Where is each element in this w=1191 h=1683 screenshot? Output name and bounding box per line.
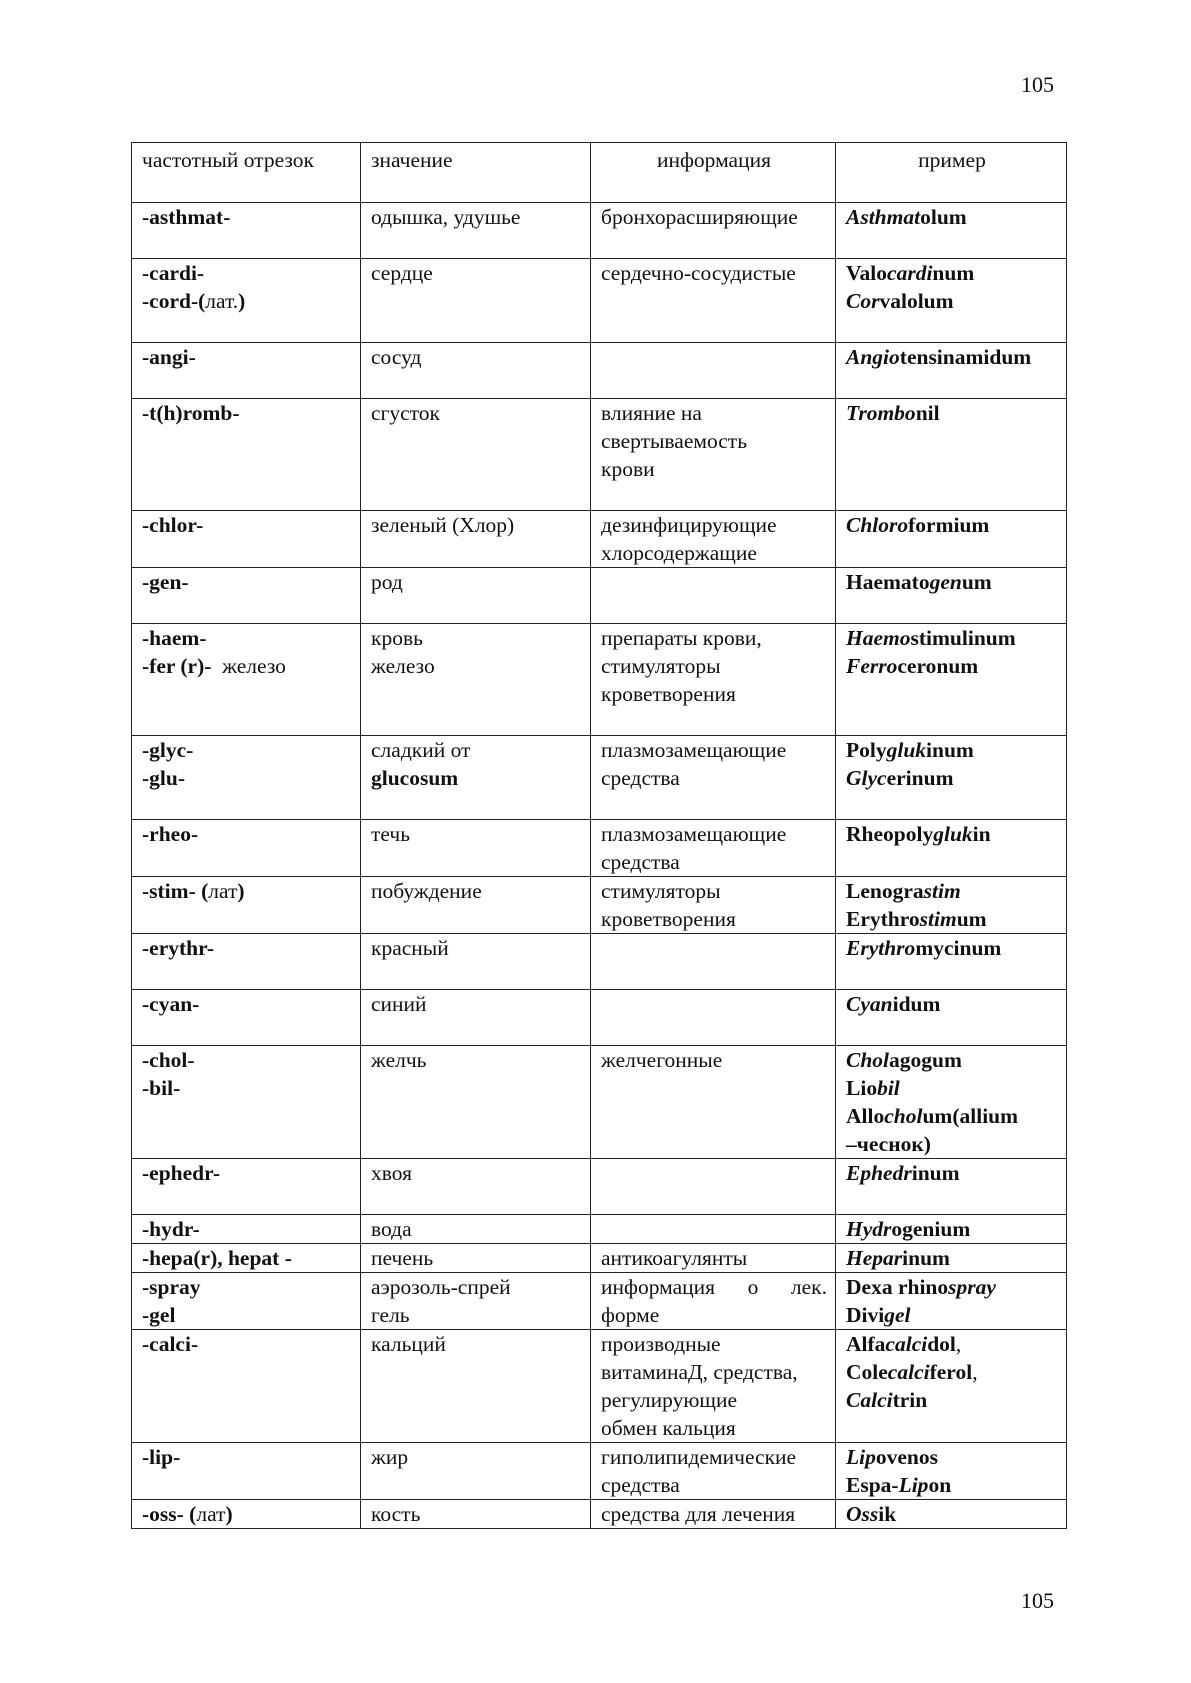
example-part: ik bbox=[878, 1502, 897, 1526]
segment-cell bbox=[132, 877, 361, 934]
table-row bbox=[132, 990, 1067, 1046]
example-part: Ephedr bbox=[846, 1161, 912, 1185]
meaning-text: сосуд bbox=[371, 345, 422, 369]
example-part: agogum bbox=[889, 1048, 962, 1072]
example-part: stimulinum bbox=[910, 626, 1016, 650]
info-cell bbox=[591, 259, 836, 343]
segment-text: -oss- ( bbox=[142, 1502, 197, 1526]
segment-cell bbox=[132, 511, 361, 568]
example-cell bbox=[836, 1046, 1067, 1159]
example-part: gluk bbox=[886, 738, 927, 762]
example-part: –чеснок) bbox=[846, 1132, 931, 1156]
example-part: stim bbox=[923, 879, 961, 903]
example-cell bbox=[836, 203, 1067, 259]
meaning-text: сердце bbox=[371, 261, 433, 285]
meaning-text: кровь bbox=[371, 626, 423, 650]
segment-cell bbox=[132, 1273, 361, 1330]
example-part: Chloro bbox=[846, 513, 909, 537]
example-cell bbox=[836, 1273, 1067, 1330]
example-part: gel bbox=[884, 1303, 911, 1327]
example-cell bbox=[836, 1244, 1067, 1273]
info-text: кроветворения bbox=[601, 907, 736, 931]
example-part: calci bbox=[887, 1360, 930, 1384]
example-part: Lip bbox=[898, 1473, 929, 1497]
segment-text: -hepa(r), hepat - bbox=[142, 1246, 292, 1270]
info-cell bbox=[591, 1159, 836, 1215]
table-row bbox=[132, 820, 1067, 877]
info-cell bbox=[591, 343, 836, 399]
example-part: Lenogra bbox=[846, 879, 924, 903]
meaning-cell bbox=[361, 877, 591, 934]
meaning-text: сладкий от bbox=[371, 738, 471, 762]
example-part: stim bbox=[919, 907, 957, 931]
info-text: стимуляторы bbox=[601, 654, 721, 678]
segment-cell bbox=[132, 736, 361, 820]
segment-cell bbox=[132, 1046, 361, 1159]
info-cell bbox=[591, 1500, 836, 1529]
example-part: Trombo bbox=[846, 401, 916, 425]
meaning-cell bbox=[361, 343, 591, 399]
table-row bbox=[132, 624, 1067, 736]
example-cell bbox=[836, 624, 1067, 736]
meaning-cell bbox=[361, 259, 591, 343]
example-part: Cyan bbox=[846, 992, 893, 1016]
segment-cell bbox=[132, 820, 361, 877]
meaning-text: вода bbox=[371, 1217, 412, 1241]
table-row bbox=[132, 1046, 1067, 1159]
example-part: dol bbox=[927, 1332, 956, 1356]
example-part: , bbox=[955, 1332, 962, 1356]
example-part: gen bbox=[929, 570, 962, 594]
meaning-text: кость bbox=[371, 1502, 421, 1526]
info-cell bbox=[591, 1330, 836, 1443]
info-text: стимуляторы bbox=[601, 879, 721, 903]
segment-text: -glyc- bbox=[142, 738, 194, 762]
example-part: Erythro bbox=[846, 907, 920, 931]
example-cell bbox=[836, 877, 1067, 934]
example-part: Calci bbox=[846, 1388, 893, 1412]
segment-text: -bil- bbox=[142, 1076, 181, 1100]
meaning-text: кальций bbox=[371, 1332, 446, 1356]
segment-note: лат. bbox=[205, 289, 239, 313]
page-number-top: 105 bbox=[1021, 72, 1054, 97]
table-row bbox=[132, 934, 1067, 990]
example-cell bbox=[836, 343, 1067, 399]
info-text: антикоагулянты bbox=[601, 1246, 748, 1270]
example-part: trin bbox=[892, 1388, 928, 1412]
meaning-text: печень bbox=[371, 1246, 434, 1270]
segment-text: -spray bbox=[142, 1275, 201, 1299]
info-text: препараты крови, bbox=[601, 626, 762, 650]
info-text: дезинфицирующие bbox=[601, 513, 777, 537]
meaning-text: синий bbox=[371, 992, 427, 1016]
table-row bbox=[132, 736, 1067, 820]
example-part: Erythro bbox=[846, 936, 916, 960]
example-part: um(allium bbox=[922, 1104, 1019, 1128]
segment-text: -hydr- bbox=[142, 1217, 200, 1241]
header-example: пример bbox=[836, 143, 1067, 203]
example-part: gluk bbox=[933, 822, 973, 846]
example-part: Poly bbox=[846, 738, 887, 762]
example-part: Lio bbox=[846, 1076, 878, 1100]
table-header bbox=[132, 143, 1067, 203]
info-text: средства для лечения bbox=[601, 1502, 796, 1526]
example-cell bbox=[836, 990, 1067, 1046]
table-row bbox=[132, 1215, 1067, 1244]
info-text: регулирующие bbox=[601, 1388, 738, 1412]
example-part: Angio bbox=[846, 345, 900, 369]
info-cell bbox=[591, 568, 836, 624]
meaning-cell bbox=[361, 203, 591, 259]
info-cell bbox=[591, 511, 836, 568]
segment-cell bbox=[132, 1215, 361, 1244]
example-part: calci bbox=[885, 1332, 928, 1356]
segment-cell bbox=[132, 990, 361, 1046]
segment-cell bbox=[132, 1443, 361, 1500]
example-part: cardi bbox=[887, 261, 933, 285]
meaning-cell bbox=[361, 1443, 591, 1500]
info-text: гиполипидемические bbox=[601, 1445, 797, 1469]
example-part: inum bbox=[902, 1246, 950, 1270]
example-cell bbox=[836, 1443, 1067, 1500]
segment-cell bbox=[132, 343, 361, 399]
info-text: витаминаД, средства, bbox=[601, 1360, 798, 1384]
segment-text: -cord-( bbox=[142, 289, 206, 313]
segment-text: -t(h)romb- bbox=[142, 401, 240, 425]
example-part: chol bbox=[884, 1104, 923, 1128]
info-text: свертываемость bbox=[601, 429, 748, 453]
example-part: Divi bbox=[846, 1303, 885, 1327]
example-part: inum bbox=[911, 1161, 960, 1185]
example-part: olum bbox=[920, 205, 967, 229]
example-part: Rheopoly bbox=[846, 822, 934, 846]
segment-cell bbox=[132, 624, 361, 736]
example-part: um bbox=[956, 907, 987, 931]
example-cell bbox=[836, 511, 1067, 568]
example-part: num bbox=[932, 261, 975, 285]
meaning-cell bbox=[361, 1273, 591, 1330]
meaning-cell bbox=[361, 1500, 591, 1529]
example-part: inum bbox=[926, 738, 974, 762]
info-text: хлорсодержащие bbox=[601, 541, 757, 565]
segment-text: -rheo- bbox=[142, 822, 199, 846]
info-cell bbox=[591, 1215, 836, 1244]
meaning-text: род bbox=[371, 570, 403, 594]
example-part: Espa- bbox=[846, 1473, 899, 1497]
segment-text: -ephedr- bbox=[142, 1161, 221, 1185]
info-text: средства bbox=[601, 766, 680, 790]
example-part: Cole bbox=[846, 1360, 888, 1384]
meaning-text: аэрозоль-спрей bbox=[371, 1275, 511, 1299]
meaning-cell bbox=[361, 1046, 591, 1159]
meaning-cell bbox=[361, 1330, 591, 1443]
info-text: производные bbox=[601, 1332, 721, 1356]
segment-note: лат bbox=[208, 879, 238, 903]
segment-text: -cardi- bbox=[142, 261, 205, 285]
example-part: erinum bbox=[886, 766, 954, 790]
info-text: сердечно-сосудистые bbox=[601, 261, 796, 285]
meaning-cell bbox=[361, 511, 591, 568]
example-part: tensinamidum bbox=[899, 345, 1032, 369]
example-part: Alfa bbox=[846, 1332, 886, 1356]
info-cell bbox=[591, 934, 836, 990]
meaning-text: зеленый (Хлор) bbox=[371, 513, 515, 537]
example-part: Haemo bbox=[846, 626, 911, 650]
meaning-cell bbox=[361, 399, 591, 511]
meaning-text: течь bbox=[371, 822, 411, 846]
example-part: Haemato bbox=[846, 570, 930, 594]
example-part: valolum bbox=[879, 289, 954, 313]
segment-cell bbox=[132, 203, 361, 259]
meaning-text: гель bbox=[371, 1303, 410, 1327]
example-cell bbox=[836, 568, 1067, 624]
segment-text: -chlor- bbox=[142, 513, 204, 537]
info-cell bbox=[591, 820, 836, 877]
example-part: Valo bbox=[846, 261, 888, 285]
info-cell bbox=[591, 399, 836, 511]
meaning-text: побуждение bbox=[371, 879, 482, 903]
example-part: idum bbox=[892, 992, 941, 1016]
table-row bbox=[132, 343, 1067, 399]
meaning-text: жир bbox=[371, 1445, 409, 1469]
segment-close: ) bbox=[225, 1502, 233, 1526]
example-part: ogenium bbox=[891, 1217, 971, 1241]
segment-close: ) bbox=[237, 879, 245, 903]
example-part: Dexa rhino bbox=[846, 1275, 949, 1299]
example-part: Hepar bbox=[846, 1246, 903, 1270]
table-row bbox=[132, 1443, 1067, 1500]
segment-text: -cyan- bbox=[142, 992, 200, 1016]
info-text: бронхорасширяющие bbox=[601, 205, 798, 229]
info-cell bbox=[591, 877, 836, 934]
table-body bbox=[132, 203, 1067, 1529]
segment-text: -asthmat- bbox=[142, 205, 231, 229]
example-part: , bbox=[972, 1360, 978, 1384]
header-row bbox=[132, 143, 1067, 203]
example-part: ferol bbox=[929, 1360, 973, 1384]
info-text: плазмозамещающие bbox=[601, 738, 787, 762]
example-part: nil bbox=[915, 401, 940, 425]
example-cell bbox=[836, 1330, 1067, 1443]
info-cell bbox=[591, 990, 836, 1046]
meaning-text: одышка, удушье bbox=[371, 205, 521, 229]
segment-close: ) bbox=[238, 289, 246, 313]
table-row bbox=[132, 203, 1067, 259]
segment-cell bbox=[132, 934, 361, 990]
table-row bbox=[132, 1500, 1067, 1529]
example-part: formium bbox=[908, 513, 990, 537]
segment-text: -erythr- bbox=[142, 936, 215, 960]
segment-cell bbox=[132, 568, 361, 624]
info-cell bbox=[591, 1046, 836, 1159]
meaning-cell bbox=[361, 1244, 591, 1273]
example-cell bbox=[836, 820, 1067, 877]
example-part: ovenos bbox=[875, 1445, 938, 1469]
meaning-cell bbox=[361, 990, 591, 1046]
meaning-cell bbox=[361, 1159, 591, 1215]
meaning-cell bbox=[361, 624, 591, 736]
meaning-text: хвоя bbox=[371, 1161, 412, 1185]
segment-text: -chol- bbox=[142, 1048, 195, 1072]
info-cell bbox=[591, 624, 836, 736]
example-cell bbox=[836, 259, 1067, 343]
example-part: Asthmat bbox=[846, 205, 921, 229]
info-text: обмен кальция bbox=[601, 1416, 736, 1440]
example-part: spray bbox=[948, 1275, 996, 1299]
table-row bbox=[132, 511, 1067, 568]
segment-text: -lip- bbox=[142, 1445, 181, 1469]
meaning-cell bbox=[361, 934, 591, 990]
meaning-cell bbox=[361, 568, 591, 624]
header-meaning: значение bbox=[361, 143, 591, 203]
table-row bbox=[132, 1330, 1067, 1443]
info-cell bbox=[591, 736, 836, 820]
info-text: форме bbox=[601, 1303, 660, 1327]
info-text: влияние на bbox=[601, 401, 702, 425]
segment-cell bbox=[132, 399, 361, 511]
segment-text: -gel bbox=[142, 1303, 176, 1327]
header-info: информация bbox=[591, 143, 836, 203]
example-cell bbox=[836, 1500, 1067, 1529]
segment-text: -haem- bbox=[142, 626, 207, 650]
meaning-cell bbox=[361, 736, 591, 820]
page-number-bottom: 105 bbox=[1021, 1588, 1054, 1613]
segment-cell bbox=[132, 1244, 361, 1273]
segment-note: железо bbox=[211, 654, 286, 678]
info-text: плазмозамещающие bbox=[601, 822, 787, 846]
table-row bbox=[132, 399, 1067, 511]
info-cell bbox=[591, 203, 836, 259]
example-part: Cor bbox=[846, 289, 880, 313]
example-cell bbox=[836, 934, 1067, 990]
info-cell bbox=[591, 1244, 836, 1273]
example-cell bbox=[836, 1215, 1067, 1244]
example-part: um bbox=[961, 570, 992, 594]
segment-note: лат bbox=[196, 1502, 226, 1526]
example-part: Chol bbox=[846, 1048, 890, 1072]
table-row bbox=[132, 877, 1067, 934]
info-text: желчегонные bbox=[601, 1048, 723, 1072]
meaning-text: сгусток bbox=[371, 401, 440, 425]
segment-cell bbox=[132, 1330, 361, 1443]
info-text: информация о лек. bbox=[601, 1275, 827, 1299]
example-part: Hydr bbox=[846, 1217, 892, 1241]
example-cell bbox=[836, 399, 1067, 511]
info-text: крови bbox=[601, 457, 655, 481]
info-text: средства bbox=[601, 850, 680, 874]
segment-cell bbox=[132, 1500, 361, 1529]
table-row bbox=[132, 259, 1067, 343]
info-cell bbox=[591, 1443, 836, 1500]
example-part: Ferro bbox=[846, 654, 898, 678]
meaning-text: железо bbox=[371, 654, 435, 678]
example-part: Oss bbox=[846, 1502, 879, 1526]
example-part: Glyc bbox=[846, 766, 887, 790]
table-row bbox=[132, 1273, 1067, 1330]
segment-text: -fer (r)- bbox=[142, 654, 212, 678]
info-text: средства bbox=[601, 1473, 680, 1497]
example-part: in bbox=[972, 822, 991, 846]
info-text: кроветворения bbox=[601, 682, 736, 706]
example-part: ceronum bbox=[897, 654, 979, 678]
example-part: on bbox=[928, 1473, 952, 1497]
example-cell bbox=[836, 736, 1067, 820]
example-part: Allo bbox=[846, 1104, 885, 1128]
segment-text: -calci- bbox=[142, 1332, 199, 1356]
segment-text: -gen- bbox=[142, 570, 189, 594]
segment-text: -glu- bbox=[142, 766, 185, 790]
table-row bbox=[132, 1159, 1067, 1215]
meaning-text: красный bbox=[371, 936, 449, 960]
segment-cell bbox=[132, 1159, 361, 1215]
meaning-cell bbox=[361, 820, 591, 877]
segment-cell bbox=[132, 259, 361, 343]
table-row bbox=[132, 568, 1067, 624]
example-part: mycinum bbox=[915, 936, 1002, 960]
example-part: bil bbox=[877, 1076, 900, 1100]
meaning-cell bbox=[361, 1215, 591, 1244]
meaning-text: glucosum bbox=[371, 766, 459, 790]
header-segment: частотный отрезок bbox=[132, 143, 361, 203]
affix-table bbox=[131, 142, 1067, 1529]
example-cell bbox=[836, 1159, 1067, 1215]
table-row bbox=[132, 1244, 1067, 1273]
segment-text: -stim- ( bbox=[142, 879, 209, 903]
meaning-text: желчь bbox=[371, 1048, 427, 1072]
example-part: Lip bbox=[846, 1445, 876, 1469]
segment-text: -angi- bbox=[142, 345, 196, 369]
info-cell bbox=[591, 1273, 836, 1330]
